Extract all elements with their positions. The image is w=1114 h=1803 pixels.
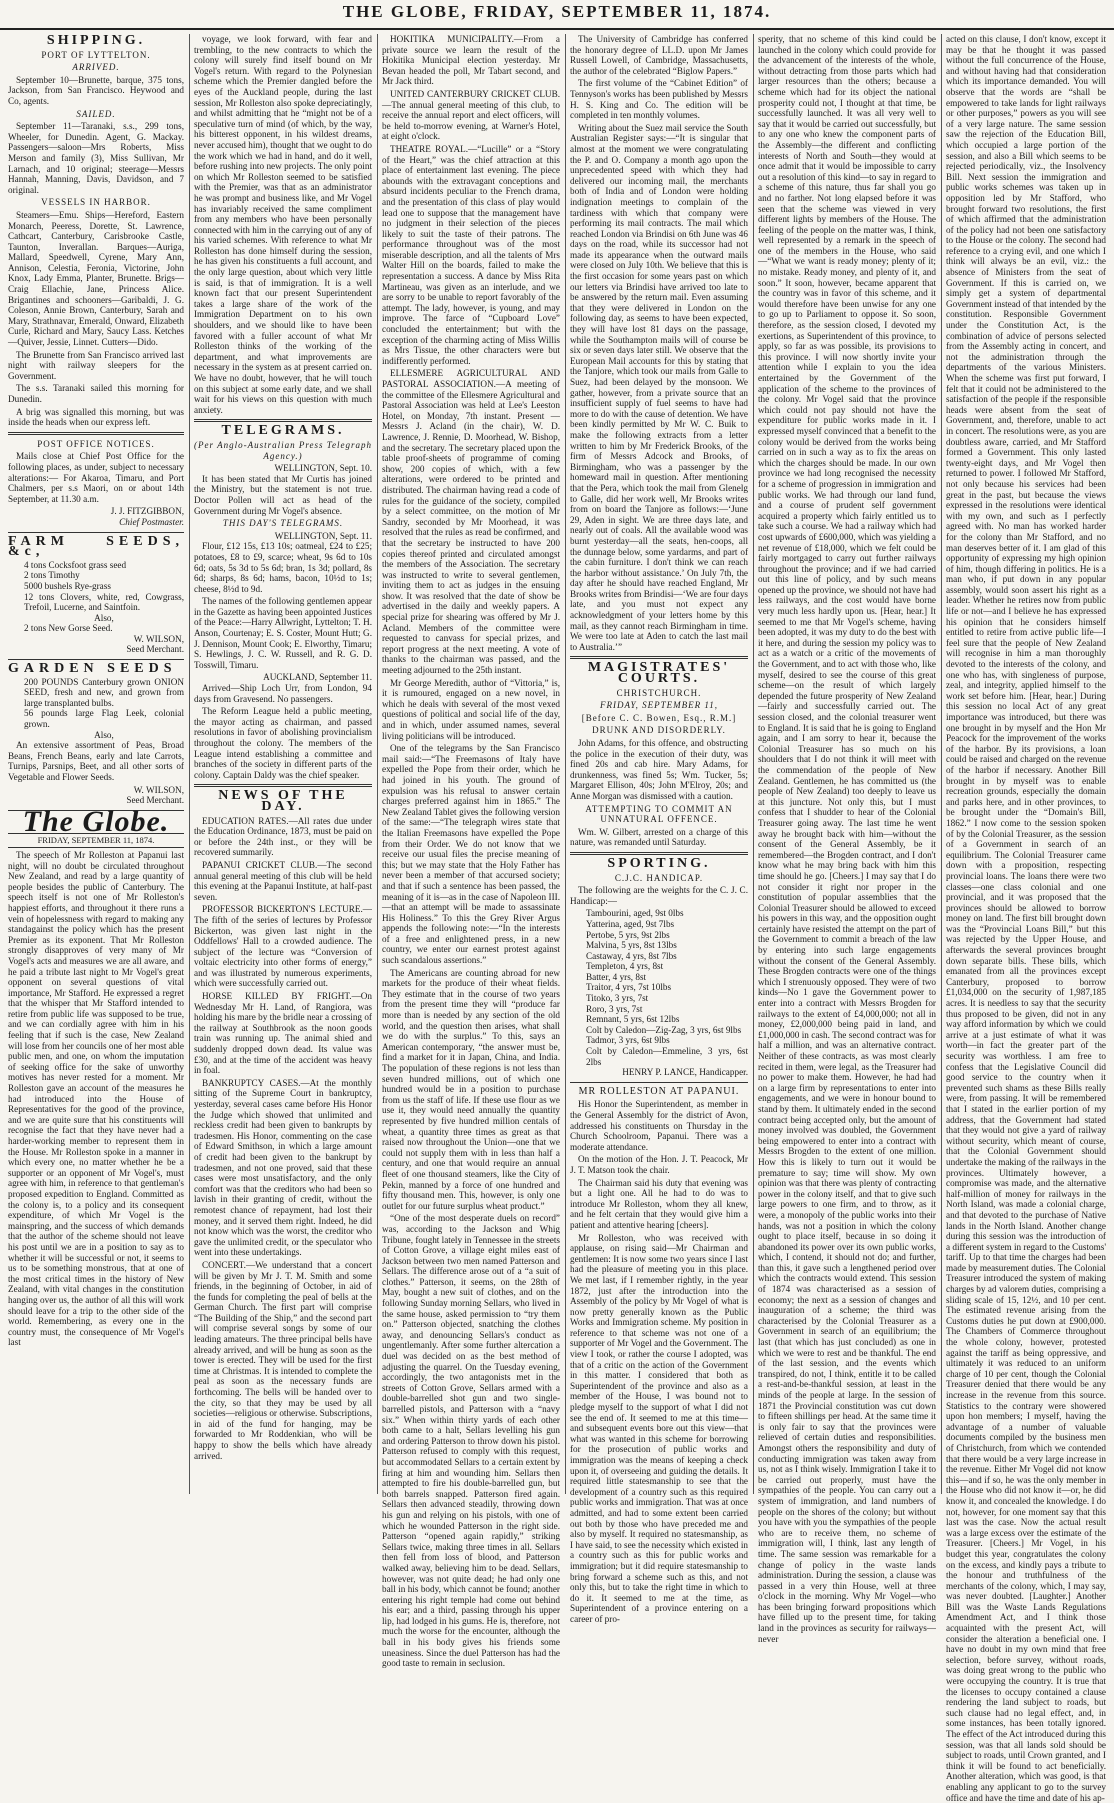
column-rule: [941, 34, 942, 1494]
news-item: PROFESSOR BICKERTON'S LECTURE.—The fifth of the series of lectures by Professor Bickerton, was given last night in the Oddfellows' Hall to a crowded audience. The subject of the lecture was “Conversion of voltaic electricity into other forms of energy,” and was illustrated by numerous experiments, which were successfully carried out.: [194, 904, 372, 989]
garden-signature: W. WILSON,: [133, 784, 184, 795]
brunette-note: The Brunette from San Francisco arrived last night with railway sleepers for the Government.: [8, 349, 184, 381]
weight-entry: Colt by Caledon—Emmeline, 3 yrs, 6st 2lbs: [586, 1046, 748, 1067]
farm-line: Also,: [94, 612, 114, 623]
farm-line: 4 tons Cocksfoot grass seed: [24, 559, 127, 570]
farm-signature-title: Seed Merchant.: [126, 644, 184, 655]
rolleston-para: sperity, that no scheme of this kind could be launched in the colony which could provide for the advancement of the interests of the whole, without detracting from those parts which had larger resources than the others; because a scheme which had for its object the national prosperity could not, I thought at that time, be successfully launched. It was all very well to say that it would be carried out successfully, but to any one who knew the component parts of the Assembly—the different and conflicting interests of North and South—they would at once admit that it would be impossible to carry out a resolution of this kind—to say in regard to a scheme of this nature, thus far shall you go and no farther. Not long elapsed before it was seen that the scheme was viewed in very different lights by members of the House. The feeling of the people on the matter was, I think, well represented by a remark in the speech of one of the members in the House, who said—“What we want is ready money; plenty of it; no mistake. Ready money, and plenty of it, and soon.” It soon, however, became apparent that the country was in favor of this scheme, and it would therefore have been unwise for any one to go up to Parliament to oppose it. So soon, therefore, as the session closed, I devoted my exertions, as Superintendent of this province, to apply, so far as was possible, its provisions to this province. I will now shortly invite your attention while I explain to you the idea entertained by the Government of the application of the scheme to the provinces of the colony. Mr Vogel said that the province which could not pay should not have the expenditure for public works made in it. I expressed myself convinced that a benefit to the colony would be derived from the works being carried on in such a way as to fix the areas on which the charges should be made. In our own province we had long recognised the necessity for a scheme of progression in immigration and public works. We had through our land fund, and a course of prudent self government acquired a property which fairly entitled us to take such a course. We had a railway which had cost upwards of £600,000, which was yielding a net revenue of £18,000, which we felt could be fairly mortgaged to carry out further railways throughout the province; and if we had carried out this line of policy, and by such means opened up the province, we should not have had less railways, and the cost would have borne very much less hardly upon us. [Hear, hear.] It seemed to me that Mr Vogel's scheme, having been adopted, it was my duty to do the best with it here, and during the session my policy was to act as a watch or a critic of the movements of the Government, and to act with those who, like myself, desired to see the course of this great scheme—on the result of which largely depended the future prosperity of New Zealand—fairly and successfully carried out. The session closed, and the colonial treasurer went to England. It is said that he is going to England again, and I am sorry to hear it, because the Colonial Treasurer has so much on his shoulders that I do not think it will meet with the commendation of the people of New Zealand. Gentlemen, he has committed us (the people of New Zealand) too deeply to leave us at this juncture. Not only this, but I must confess that I shudder to hear of the Colonial Treasurer going away. The last time he went away he brought back with him—without the consent of the General Assembly, be it remembered—the Brogden contract, and I don't know what he may bring back with him this time should he go. [Cheers.] I may say that I do not consider it right nor proper in the constitution of popular assemblies that the Colonial Treasurer should be allowed to exceed his powers in this way, and the opposition ought certainly have resisted the attempt on the part of the Government to commit a breach of the law by entering into such large engagements without the consent of the General Assembly. These Brogden contracts were one of the things which I strenuously opposed. They were of two kinds—No 1 gave the Government power to enter into a contract with Messrs Brogden for railways to the extent of £4,000,000; not all in money, £2,000,000 being paid in land, and £1,000,000 in cash. The second contract was for half a million, and was an alternative contract. Neither of these contracts, as was most clearly recited in them, were legal, as the Treasurer had no power to make them. However, he had had on a large firm by representations to enter into engagements, and we were in honour bound to stand by them. It ultimately ended in the second contract being accepted only, but the amount of money involved was doubled, the Government being empowered to enter into a contract with Messrs Brogden to the extent of one million. How this is likely to turn out it would be premature to say; time will show. My own opinion was that there was plenty of contracting power in the colony itself, and that to give such large powers to one firm, and to throw, as it were, a monopoly of the public works into their hands, was not a position in which the colony ought to place itself, because in so doing it abandoned its power over its own public works, which, I contend, it should not do; and further, than this, it gave such a lengthened period over which the contracts would extend. This session of 1874 was characterised as a session of economy; the next as a session of changes and inauguration of a scheme; the third was characterised by the Colonial Treasurer as a Government in search of an equilibrium; the last (that which has just concluded) as one in which we were to rest and be thankful. The end of the last session, and the events which transpired, do not, I think, entitle it to be called a rest-and-be-thankful session, at least in the minds of the people at large. In the session of 1871 the Provincial constitution was cut down to fifteen shillings per head. At the same time it is only fair to say that the provinces were relieved of certain duties and responsibilities. Amongst others the responsibility and duty of conducting immigration was taken away from us, not as I think wisely. Immigration I take it to be carried out properly, must have the sympathies of the people. You can carry out a system of immigration, and land numbers of people on the shores of the colony; but without you have with you the sympathies of the people who are to receive them, no scheme of immigration will, I think, last any length of time. The same session was remarkable for a change of policy in the waste lands administration. During the session, a clause was passed in a very thin House, well at three o'clock in the morning. Why Mr Vogel—who has been bringing forward propositions which have filled up to the present time, for taking land in the provinces as security for railways—never: [758, 34, 936, 1644]
divider: [570, 1082, 748, 1083]
column-rule: [377, 34, 378, 1494]
handicap-intro: The following are the weights for the C. J. C. Handicap:—: [570, 885, 748, 906]
rolleston-para: The Chairman said his duty that evening was but a light one. All he had to do was to introduce Mr Rolleston, whom they all knew, and he felt certain that they would give him a patient and attentive hearing [cheers].: [570, 1177, 748, 1230]
court-item: Wm. W. Gilbert, arrested on a charge of this nature, was remanded until Saturday.: [570, 826, 748, 848]
farm-line: 2 tons Timothy: [24, 570, 80, 581]
masthead-title: THE GLOBE, FRIDAY, SEPTEMBER 11, 1874.: [342, 2, 772, 21]
attempt-head: ATTEMPTING TO COMMIT AN UNNATURAL OFFENCE.: [585, 803, 733, 825]
leader-continued: voyage, we look forward, with fear and trembling, to the new contracts to which the colony will surely find itself bound on Mr Vogel's return. With regard to the Polynesian scheme which the Premier dangled before the eyes of the Auckland people, during the last session, Mr Rolleston also spoke depreciatingly, and whilst admitting that he “might not be of a speculative turn of mind (of which, by the way, his bitterest opponent, in his wildest dreams, never accused him), thought that we ought to do the work which we had in hand, and do it well, before rushing into new projects. The only point on which Mr Rolleston seemed to be satisfied with the Premier, was that as an administrator he was prompt and business like, and Mr Vogel has invariably received the same compliment from any members who have been personally connected with him in the carrying out of any of his varied schemes. With reference to what Mr Rolleston has done himself during the session, he has given his constituents a full account, and the only large question, about which very little is said, is that of immigration. It is a well known fact that our present Superintendent takes a large share of the work of the Immigration Department on to his own shoulders, and we should like to have been favored with a fuller account of what Mr Rolleston thinks of the working of the department, and what improvements are necessary in the system as at present carried on. We have no doubt, however, that he will touch on this subject at some early date, and we shall wait for his views on this question with much anxiety.: [194, 34, 372, 415]
telegrams-subtitle: (Per Anglo-Australian Press Telegraph Agency.): [194, 439, 372, 461]
divider: [570, 852, 748, 855]
news-item: HOKITIKA MUNICIPALITY.—From a private source we learn the result of the Hokitika Municipal election yesterday. Mr Bevan headed the poll, Mr Tabart second, and Mr Jack third.: [382, 34, 560, 87]
column-5: [758, 34, 936, 1644]
post-text: Mails close at Chief Post Office for the following places, as under, subject to necessary alterations:— For Akaroa, Timaru, and Port Chalmers, per s.s Maori, on or about 14th September, at 11.30 a.m.: [8, 451, 184, 504]
garden-line: 200 POUNDS Canterbury grown ONION SEED, fresh and new, and grown from large transplanted bulbs.: [24, 676, 184, 708]
telegram-item: The names of the following gentlemen appear in the Gazette as having been appointed Justices of the Peace:—Harry Allwright, Lyttelton; T. H. Anson, Courtenay; E. S. Coster, Mount Hutt; G. J. Dennison, Mount Cook; E. Elworthy, Timaru; S. Hewlings, J. C. W. Russell, and R. G. D. Tosswill, Timaru.: [194, 596, 372, 670]
garden-seeds-title: GARDEN SEEDS: [8, 661, 177, 677]
port-title: PORT OF LYTTELTON.: [41, 49, 151, 60]
news-item: EDUCATION RATES.—All rates due under the Education Ordinance, 1873, must be paid on or before the 24th inst., or they will be recovered summarily.: [194, 815, 372, 858]
drunk-head: DRUNK AND DISORDERLY.: [592, 725, 726, 736]
sailed-text: September 11—Taranaki, s.s., 299 tons, Wheeler, for Dunedin. Agent, G. Mackay. Passengers—saloon—Mrs Roberts, Miss Merson and family (3), Miss Sullivan, Mr Larnach, and 10 original; steerage—Messrs Hannah, Manning, Davis, Davidson, and 7 original.: [8, 121, 184, 195]
news-item: Writing about the Suez mail service the South Australian Register says:—“It is singular that almost at the moment we were congratulating the P. and O. Company a month ago upon the unprecedented speed with which they had delivered our incoming mail, the merchants both of India and of London were holding indignation meetings to complain of the tardiness with which that company were performing its mail contracts. The mail which reached London via Brindisi on 6th June was 46 days on the road, while its successor had not made its appearance when the outward mails were closed on July 10th. We believe that this is the first occasion for some years past on which our letters via Brindisi have arrived too late to be answered by the return mail. Even assuming that they were delivered in London on the following day, as seems to have been expected, they will have lost 81 days on the passage, while the Southampton mails will of course be six or seven days later still. We observe that the European Mail accounts for this by stating that the Tanjore, which took our mails from Galle to Suez, had been delayed by the monsoon. We gather, however, from a private source that an insufficient supply of fuel seems to have had more to do with the cause of detention. We have been kindly permitted by Mr W. C. Buik to make the following extracts from a letter written to him by Mr Frederick Brooks, of the firm of Messrs Adcock and Brooks, of Birmingham, who was a passenger by the homeward mail in question. After mentioning that the Pera, which took the mail from Glenelg to Galle, did her work well, Mr Brooks writes from on board the Tanjore as follows:—‘June 29, Aden in sight. We are three days late, and nearly out of coals. All the available wood was burnt yesterday—all the seats, hen-coops, all the dunnage below, some yardarms, and part of the cabin furniture. I don't think we can reach the harbor without assistance.’ On July 7th, the day after he should have reached England, Mr Brooks writes from Brindisi—‘We are four days late, and you must not expect any acknowledgment of your letters home by this mail, as they cannot reach Birmingham in time. We were too late at Aden to catch the last mail to Australia.’”: [570, 122, 748, 652]
weight-entry: Yatterina, aged, 9st 7lbs: [586, 918, 675, 929]
telegram-item: It has been stated that Mr Curtis has joined the Ministry, but the statement is not true. Doctor Pollen will act as head of the Government during Mr Vogel's absence.: [194, 473, 372, 516]
farm-seeds-title: FARM SEEDS, &c,: [8, 533, 184, 560]
telegram-item: The Reform League held a public meeting, the mayor acting as chairman, and passed resolutions in favor of abolishing provincialism throughout the colony. The members of the League intend establishing a committee and branches of the society in different parts of the colony. Captain Daldy was the chief speaker.: [194, 706, 372, 780]
telegrams-title: TELEGRAMS.: [221, 423, 345, 439]
weight-entry: Tambourini, aged, 9st 0lbs: [586, 908, 684, 919]
dateline: FRIDAY, SEPTEMBER 11, 1874.: [8, 833, 184, 848]
shipping-title: SHIPPING.: [46, 33, 146, 48]
column-rule: [565, 34, 566, 1494]
this-days-telegrams: THIS DAY'S TELEGRAMS.: [222, 518, 344, 529]
news-item: “One of the most desperate duels on record” was, according to the Jackson and Whig Tribune, fought lately in Tennessee in the streets of Cotton Grove, a village eight miles east of Jackson between two men named Patterson and Sellars. The difference arose out of a “a suit of clothes.” Patterson, it seems, on the 28th of May, bought a new suit of clothes, and on the following Sunday morning Sellars, who lived in the same house, asked permission to “try them on.” Patterson objected, snatching the clothes away, and denouncing Sellars's conduct as ungentlemanly. After some further altercation a duel was decided on as the best method of adjusting the quarrel. On the Tuesday evening, accordingly, the two antagonists met in the streets of Cotton Grove, Sellars armed with a double-barrelled shot gun and two single-barrelled pistols, and Patterson with a “navy six.” When within thirty yards of each other both came to a halt, Sellars levelling his gun and ordering Patterson to throw down his pistol. Patterson refused to comply with this request, but accommodated Sellars to a certain extent by firing at him and wounding him. Sellars then attempted to fire his double-barrelled gun, but both barrels snapped. Patterson fired again. Sellars then advanced steadily, throwing down his gun and relying on his pistols, with one of which he wounded Patterson in the right side. Patterson “opened again rapidly,” striking Sellars twice, making three times in all. Sellars then fell from loss of blood, and Patterson walked away, believing him to be dead. Sellars, however, was not quite dead; he had only one ball in his body, which cannot be found; another entering his right temple had come out behind his ear; and a third, passing through his upper lip, had lodged in his gums. He is, therefore, not much the worse for the encounter, although the ball in his body gives his friends some uneasiness. Since the duel Patterson has had the good taste to remain in seclusion.: [382, 1213, 560, 1669]
handicap-head: C.J.C. HANDICAP.: [614, 872, 704, 883]
wellington-dateline: WELLINGTON, Sept. 10.: [274, 463, 372, 474]
court-item: John Adams, for this offence, and obstructing the police in the execution of their duty, was fined 20s and cab hire. Mary Adams, for drunkenness, was fined 5s; Wm. Tucker, 5s; Margaret Ellison, 40s; John M'Elroy, 20s; and Anne Morgan was dismissed with a caution.: [570, 738, 748, 801]
column-1: [8, 34, 184, 1494]
weight-entry: Roro, 3 yrs, 7st: [586, 1003, 643, 1014]
farm-line: 12 tons Clovers, white, red, Cowgrass, Trefoil, Lucerne, and Saintfoin.: [24, 591, 184, 613]
weight-entry: Remnant, 5 yrs, 6st 12lbs: [586, 1014, 680, 1025]
weight-entry: Colt by Caledon—Zig-Zag, 3 yrs, 6st 9lbs: [586, 1024, 742, 1035]
news-item: The Americans are counting abroad for new markets for the produce of their wheat fields. They estimate that in the course of two years from the present time they will “produce far more than is needed by any section of the old world, and the question then arises, what shall we do with the surplus.” To this, says an American contemporary, “the answer must be, find a market for it in Japan, China, and India. The population of these regions is not less than seven hundred millions, out of which one hundred would be in a position to purchase from us the staff of life. If these use flour as we use it, they would need annually the quantity represented by five hundred million centals of wheat, a quantity three times as great as that raised now throughout the Union—one that we could not supply them with in less than half a century, and one that would require an annual fleet of one thousand steamers, like the City of Pekin, manned by a force of one hundred and fifty thousand men. This, however, is only one outlet for our future surplus wheat product.”: [382, 967, 560, 1211]
rolleston-para: His Honor the Superintendent, as member in the General Assembly for the district of Avon, addressed his constituents on Thursday in the Church Schoolroom, Papanui. There was a moderate attendance.: [570, 1099, 748, 1152]
post-title: POST OFFICE NOTICES.: [37, 438, 155, 449]
divider: [8, 659, 184, 660]
news-item: One of the telegrams by the San Francisco mail said:—“The Freemasons of Italy have expelled the Pope from their order, which he had joined in his youth. The ground of expulsion was his refusal to answer certain charges preferred against him in 1865.” The New Zealand Tablet gives the following version of the same:—“The telegraph wires state that the Italian Freemasons have expelled the Pope from their Order. We do not know that we receive our usual files the precise meaning of this; but we may state that the Holy Father has never been a member of that accursed society; and that if such a sentence has been passed, the meaning of it is—as in the case of Napoleon III.—that an attempt will be made to assassinate His Holiness.” To this the Grey River Argus appends the following note:—“In the interests of a free and enlightened press, in a new country, we enter our earnest protest against such scandalous assertions.”: [382, 743, 560, 966]
christchurch-head: CHRISTCHURCH.: [616, 687, 702, 698]
globe-logo: The Globe.: [22, 804, 170, 838]
leader-article: The speech of Mr Rolleston at Papanui last night, will no doubt be circulated throughout New Zealand, and read by a large quantity of people besides the public of Canterbury. The speech itself is not one of Mr Rolleston's happiest efforts, and throughout it there runs a vein of hopelessness with regard to making any standagainst the policy which has the present Premier as its exponent. That Mr Rolleston strongly disapproves of very many of Mr Vogel's acts and measures we are all aware, and he paid a tribute last night to Mr Vogel's great opponent on several questions of vital importance, Mr Stafford. He expressed a regret that the whisper that Mr Stafford intended to retire from public life was supposed to be true, and we can cordially agree with him in his feeling that if such is the case, New Zealand will lose from her councils one of her most able public men, and one, on whom the imputation of seeking office for the sake of unworthy motives has never rested for a moment. Mr Rolleston gave an account of the measures he had introduced into the House of Representatives for the good of the province, and we are quite sure that his constituents will recognise the fact that they have never had a harder-working member to represent them in the House. Mr Rolleston spoke in a manner in which every one, no matter whether he be a supporter or an opponent of Mr Vogel's, must agree with him, in reference to that gentleman's proposed expedition to England. Committed as the colony is, to a policy and its consequent expenditure, of which Mr Vogel is the mainspring, and the success of which demands that the author of the scheme should not leave his post until we are in a position to say as to whether it will be successful or not, it seems to us to be something monstrous, that at one of the most critical times in the history of New Zealand, with vital changes in the constitution hanging over us, the author of all this will work should leave for a trip to the other side of the world. Remembering, as every one in the country must, the consequence of Mr Vogel's last: [8, 849, 184, 1348]
column-2: [194, 34, 372, 1494]
post-signature-title: Chief Postmaster.: [119, 516, 184, 527]
brig-note: A brig was signalled this morning, but was inside the heads when our express left.: [8, 406, 184, 428]
weight-entry: Malvina, 5 yrs, 8st 13lbs: [586, 940, 677, 951]
news-item: THEATRE ROYAL.—“Lucille” or a “Story of the Heart,” was the chief attraction at this place of entertainment last evening. The piece abounds with the extravagant conceptions and absurd incidents peculiar to the French drama, and the presentation of this class of play would lead one to suppose that the management have no judgment in their selection of the pieces likely to suit the taste of their patrons. The performance throughout was of the most miserable description, and all the talents of Mrs Walter Hill on the boards, failed to make the representation a success. A dance by Miss Rita Martineau, was given as an interlude, and we are sorry to be unable to report favorably of the attempt. The lady, however, is young, and may improve. The farce of “Cupboard Love” concluded the entertainment; but with the exception of the charming acting of Miss Willis as Mrs Tissue, the other characters were but indifferently performed.: [382, 143, 560, 366]
weight-entry: Pertobe, 5 yrs, 9st 2lbs: [586, 929, 670, 940]
column-6: [946, 34, 1106, 1803]
weight-entry: Traitor, 4 yrs, 7st 10lbs: [586, 982, 672, 993]
news-item: HORSE KILLED BY FRIGHT.—On Wednesday Mr H. Land, of Rangiora, was holding his mare by the bridle near a crossing of the railway at Southbrook as the noon goods train was running up. The animal shied and suddenly dropped down dead. Its value was £30, and at the time of the accident was heavy in foal.: [194, 991, 372, 1076]
farm-line: 5000 bushels Rye-grass: [24, 580, 111, 591]
arrived-head: ARRIVED.: [72, 62, 120, 73]
masthead: [0, 2, 1114, 30]
taranaki-note: The s.s. Taranaki sailed this morning for Dunedin.: [8, 383, 184, 404]
court-before: [Before C. C. Bowen, Esq., R.M.]: [581, 712, 737, 723]
farm-signature: W. WILSON,: [133, 633, 184, 644]
wellington-dateline: WELLINGTON, Sept. 11.: [274, 530, 372, 541]
divider: [194, 419, 372, 422]
column-rule: [753, 34, 754, 1494]
news-item: UNITED CANTERBURY CRICKET CLUB.—The annual general meeting of this club, to receive the annual report and elect officers, will be held to-morrow evening, at Warner's Hotel, at eight o'clock.: [382, 88, 560, 142]
telegram-item: Arrived—Ship Loch Urr, from London, 94 days from Gravesend. No passengers.: [194, 683, 372, 704]
column-4: [570, 34, 748, 1624]
news-item: The first volume of the “Cabinet Edition” of Tennyson's works has been published by Messrs H. S. King and Co. The edition will be completed in ten monthly volumes.: [570, 78, 748, 121]
divider: [194, 784, 372, 787]
rolleston-para: On the motion of the Hon. J. T. Peacock, Mr J. T. Matson took the chair.: [570, 1154, 748, 1175]
auckland-dateline: AUCKLAND, September 11.: [263, 672, 372, 683]
weight-entry: Tadmor, 3 yrs, 6st 9lbs: [586, 1035, 670, 1046]
farm-line: 2 tons New Gorse Seed.: [24, 623, 113, 634]
handicapper-signature: HENRY P. LANCE, Handicapper.: [622, 1067, 748, 1078]
news-item: CONCERT.—We understand that a concert will be given by Mr J. T. M. Smith and some friends, in the beginning of October, in aid of the funds for completing the peal of bells at the German Church. The first part will comprise “The Building of the Ship,” and the second part will comprise several songs by some of our leading amateurs. The three principal bells have already arrived, and will be hung as soon as the tower is erected. They will be used for the first time at Christmas. It is intended to complete the peal as soon as the necessary funds are forthcoming. The bells will be handed over to the city, so that they may be used by all societies—religious or otherwise. Subscriptions, in aid of the fund for hanging, may be forwarded to Mr Roddenkian, who will be happy to show the bells which have already arrived.: [194, 1259, 372, 1461]
weight-entry: Titoko, 3 yrs, 7st: [586, 993, 649, 1004]
weight-entry: Castaway, 4 yrs, 8st 7lbs: [586, 950, 677, 961]
sailed-head: SAILED.: [76, 108, 116, 119]
weight-entry: Templeton, 4 yrs, 8st: [586, 961, 664, 972]
rolleston-para: Mr Rolleston, who was received with applause, on rising said—Mr Chairman and gentlemen: It is now some two years since I last had the pleasure of meeting you in this place. We met last, if I remember rightly, in the year 1872, just after the introduction into the Assembly of the policy by Mr Vogel of what is now pretty generally known as the Public Works and Immigration scheme. My position in reference to that scheme was not one of a supporter of Mr Vogel and the Government. The view I took, or rather the course I adopted, was that of a critic on the action of the Government in this matter. I considered that both as Superintendent of the province and also as a member of the House, I was bound not to pledge myself to the support of what I did not see the end of. It seemed to me at this time—and subsequent events bore out this view—that what was wanted in this scheme for borrowing for the prosecution of public works and immigration was the means of keeping a check upon it, of overseeing and guiding the details. It required little statesmanship to see that the development of a country such as this required public works and immigration. That was at once admitted, and had to some extent been carried out both by those who have preceded me and also by myself. It required no statesmanship, as I have said, to see the necessity which existed in a country such as this for public works and immigration; but it did require statesmanship to bring forward a scheme such as this, and not only this, but to take the right time in which to do it. It seemed to me at the time, as Superintendent of a province entering on a career of pro-: [570, 1232, 748, 1624]
telegram-item: Flour, £12 15s, £13 10s; oatmeal, £24 to £25; potatoes, £8 to £9, scarce; wheat, 9s 6d to 10s 6d; oats, 5s 3d to 5s 6d; bran, 1s 3d; pollard, 8s 6d; sharps, 8s 6d; hams, bacon, 10½d to 1s; cheese, 8½d to 9d.: [194, 541, 372, 594]
weight-entry: Batter, 4 yrs, 8st: [586, 971, 647, 982]
columns: [8, 33, 1106, 1803]
harbor-text: Steamers—Emu. Ships—Hereford, Eastern Monarch, Peeress, Dorette, St. Lawrence, Cathcart, Canterbury, Carisbrooke Castle, Taunton, Inverallan. Barques—Auriga, Mallard, Speedwell, Cyrene, Mary Ann, Annison, Celestia, Feronia, Victorine, John Knox, Lady Emma, Planter, Brunette. Brigs—Craig Ellachie, Jane, Princess Alice. Brigantines and schooners—Garibaldi, J. G. Coleson, Annie Brown, Canterbury, Sarah and Mary, Strathnavar, Emerald, Onward, Elizabeth Curle, Richard and Mary, Saucy Lass. Ketches—Quiver, Jessie, Linnet. Cutters—Dido.: [8, 209, 184, 348]
arrived-text: September 10—Brunette, barque, 375 tons, Jackson, from San Francisco. Heywood and Co, agents.: [8, 74, 184, 106]
magistrates-title: MAGISTRATES' COURTS.: [587, 660, 731, 687]
garden-line: 56 pounds large Flag Leek, colonial grown.: [24, 708, 184, 730]
divider: [8, 532, 184, 533]
news-item: PAPANUI CRICKET CLUB.—The second annual general meeting of this club will be held this evening at the Papanui Institute, at half-past seven.: [194, 859, 372, 902]
rolleston-para: acted on this clause, I don't know, except it may be that he thought it was passed without the full concurrence of the House, and without having had that consideration which its importance demanded. You will observe that the words are “shall be empowered to take lands for light railways or other purposes,” powers as you will see of a very large nature. The same session saw the rejection of the Education Bill, which occupied a large portion of the session, and also a Bill which seems to be rejected periodically, viz., the Insolvency Bill. Next session the immigration and public works schemes was taken up in opposition led by Mr Stafford, who brought forward two resolutions, the first of which affirmed that the administration of the policy had not been one satisfactory to the House or the colony. The second had reference to a crying evil, and one which I think will always be an evil, viz.: the absence of Ministers from the seat of Government. If this is carried on, we simply get a system of departmental Government instead of that intended by the constitution. Responsible Government under the Constitution Act, is the combination of advice of persons selected from the Assembly acting in concert, and not the administration through the departments of the various Ministers. When the scheme was first put forward, I felt that it could not be administered to the satisfaction of the people if the responsible heads were absent from the seat of Government, and, therefore, unable to act in concert. The resolutions were, as you are doubtless aware, carried, and Mr Stafford formed a Government. This only lasted twenty-eight days, and Mr Vogel then returned to power. I followed Mr Stafford, not only because his services had been great in the past, but because the views expressed in the resolutions were identical with my own, and such as I perfectly agreed with. No man has worked harder for the colony than Mr Stafford, and no man deserves better of it. I am glad of this opportunity of expressing my high opinion of him, though differing in politics. He is a man who, if put down in any popular assembly, would soon assert his right as a leader. Whether he retires now from public life or not—and I believe he has expressed his opinion that he considers himself entitled to retire from active public life—I feel sure that the people of New Zealand will recognise in him a man thoroughly devoted to the interests of the colony, and one who has, with singleness of purpose, zeal, and integrity, applied himself to the work set before him. [Hear, hear.] During this session no local Act of any great importance was introduced, but there was one brought in by myself and the Hon Mr Peacock for the improvement of the works of the harbor. By its provisions, a loan could be raised and charged on the revenue of the harbor if necessary. Another Bill brought in by myself was to enable recreation grounds, especially the domain and parks here, and in other provinces, to be brought under the “Domain's Bill, 1862.” I now come to the session spoken of by the Colonial Treasurer, as the session of a Government in search of an equilibrium. The Colonial Treasurer came down with a proposition, respecting provincial loans. The loans there were two classes—one class colonial and one provincial, and it was proposed that the provinces should be allowed to borrow money on land. The first bill brought down was the “Provincial Loans Bill,” but this was rejected by the Upper House, and afterwards the several provinces brought down separate bills. These bills, which emanated from all the provinces except Canterbury, proposed to borrow £1,034,000 on the security of 1,987,185 acres. It is needless to say that the security thus proposed to be given, did not in any way afford information by which we could arrive at a just estimate of what it was worth—in fact the greater part of the security was worthless. I am free to confess that the Legislative Council did good service to the country when it prevented such shams as these Bills really were, from passing. It will be remembered that I stated in the earlier portion of my address, that the Government had stated that they would not give a yard of railway without security, which meant of course, that the Colonial Government should undertake the making of the railways in the provinces. Ultimately however, a compromise was made, and the alternative half-million of money for railways in the North Island, was made a colonial charge, and that devoted to the purchase of Native lands in the North Island. Another change during this session was the introduction of a different system in regard to the Customs' tariff. Up to that time the charges had been made by measurement duties. The Colonial Treasurer introduced the system of making charges by ad valorem duties, comprising a sliding scale of 15, 12½, and 10 per cent. The estimated revenue arising from the Customs duties he put down at £900,000. The Chambers of Commerce throughout the whole colony, however, protested against the tariff as being oppressive, and ultimately it was reduced to an uniform charge of 10 per cent, though the Colonial Treasurer denied that there would be any increase in the revenue from this source. Statistics to the contrary were showered upon hon members; I myself, having the advantage of a number of valuable documents compiled by the business men of Christchurch, from which we contended that there would be a very large increase in the revenue. Either Mr Vogel did not know this—and if so, he was the only member in the House who did not know it—or, he did know it, and concealed the knowledge. I do not, however, for one moment say that this last was the case. Now the actual result was a large excess over the estimate of the Treasurer. [Cheers.] Mr Vogel, in his budget this year, congratulates the colony on the excess, and kindly pays a tribute to the honour and truthfulness of the merchants of the colony, which, I may say, was never doubted. [Laughter.] Another Bill was the Waste Lands Regulations Amendment Act, and I think those acquainted with the present Act, will consider the alteration a beneficial one. I have no doubt in my own mind that free selection, before survey, without roads, was doing great wrong to the public who were occupying the country. It is true that the licenses to occupy contained a clause rendering the land subject to roads, but such clause had no legal effect, and, in some instances, has been totally ignored. The effect of the Act introduced during this session, was that all lands sold should be subject to roads, until Crown granted, and I think it will be found to act beneficially. Another alteration, which was good, is that enabling any applicant to go to the survey office and have the time and date of his ap-: [946, 34, 1106, 1803]
news-item: Mr George Meredith, author of “Vittoria,” is, it is rumoured, engaged on a new novel, in which he deals with several of the most vexed questions of political and social life of the day, and in which, under assumed names, several living politicians will be introduced.: [382, 677, 560, 741]
court-date: FRIDAY, SEPTEMBER 11,: [600, 700, 718, 711]
rolleston-title: MR ROLLESTON AT PAPANUI.: [578, 1085, 740, 1097]
news-item: ELLESMERE AGRICULTURAL AND PASTORAL ASSOCIATION.—A meeting of the committee of the Ellesmere Agricultural and Pastoral Association was held at Lee's Leeston Hotel, on Monday, 7th instant. Present — Messrs J. Acland (in the chair), W. D. Lawrence, J. Rennie, D. Moorhead, W. Bishop, and the secretary. The secretary placed upon the table proof-sheets of programme of coming show, 200 copies of which, with a few alterations, were ordered to be printed and distributed. The chairman having read a code of rules for the guidance of the society, compiled by a select committee, on the motion of Mr Sandry, seconded by Mr Moorhead, it was resolved that the rules as read be confirmed, and that the secretary be instructed to have 200 copies thereof printed and circulated amongst the members of the Association. The secretary was instructed to write to several gentlemen, inviting them to act as judges in the ensuing show. It was resolved that the date of show be advertised in the daily and weekly papers. A special prize for shearing was offered by Mr J. Acland. Members of the committee were requested to canvass for special prizes, and report progress at the next meeting. A vote of thanks to the chairman was passed, and the meeting adjourned to the 25th instant.: [382, 368, 560, 676]
news-title: NEWS OF THE DAY.: [218, 788, 348, 814]
news-item: The University of Cambridge has conferred the honorary degree of LL.D. upon Mr James Russell Lowell, of Cambridge, Massachusetts, the author of the celebrated “Biglow Papers.”: [570, 34, 748, 76]
column-3: [382, 34, 560, 1669]
post-signature: J. J. FITZGIBBON,: [110, 506, 184, 517]
divider: [8, 432, 184, 435]
garden-signature-title: Seed Merchant.: [126, 795, 184, 806]
garden-line: Also,: [94, 729, 114, 740]
news-item: BANKRUPTCY CASES.—At the monthly sitting of the Supreme Court in bankruptcy, yesterday, several cases came before His Honor the Judge which showed that unlimited and reckless credit had been given to bankrupts by tradesmen. His Honor, commenting on the case of Edward Smithson, in which a large amount of credit had been given to the bankrupt by tradesmen, and not one proved, said that these cases were most unsatisfactory, and the only comfort was that the creditors who had been so lavish in their granting of credit, without the remotest chance of repayment, had lost their money, and it served them right. Indeed, he did not know which was the worst, the creditor who gave the unlimited credit, or the speculator who went into these undertakings.: [194, 1077, 372, 1258]
sporting-title: SPORTING.: [607, 855, 711, 871]
column-rule: [189, 34, 190, 1494]
divider: [570, 656, 748, 659]
harbor-head: VESSELS IN HARBOR.: [41, 197, 151, 208]
garden-text: An extensive assortment of Peas, Broad Beans, French Beans, early and late Carrots, Turnips, Parsnips, Beet, and all other sorts of Vegetable and Flower Seeds.: [8, 740, 184, 782]
